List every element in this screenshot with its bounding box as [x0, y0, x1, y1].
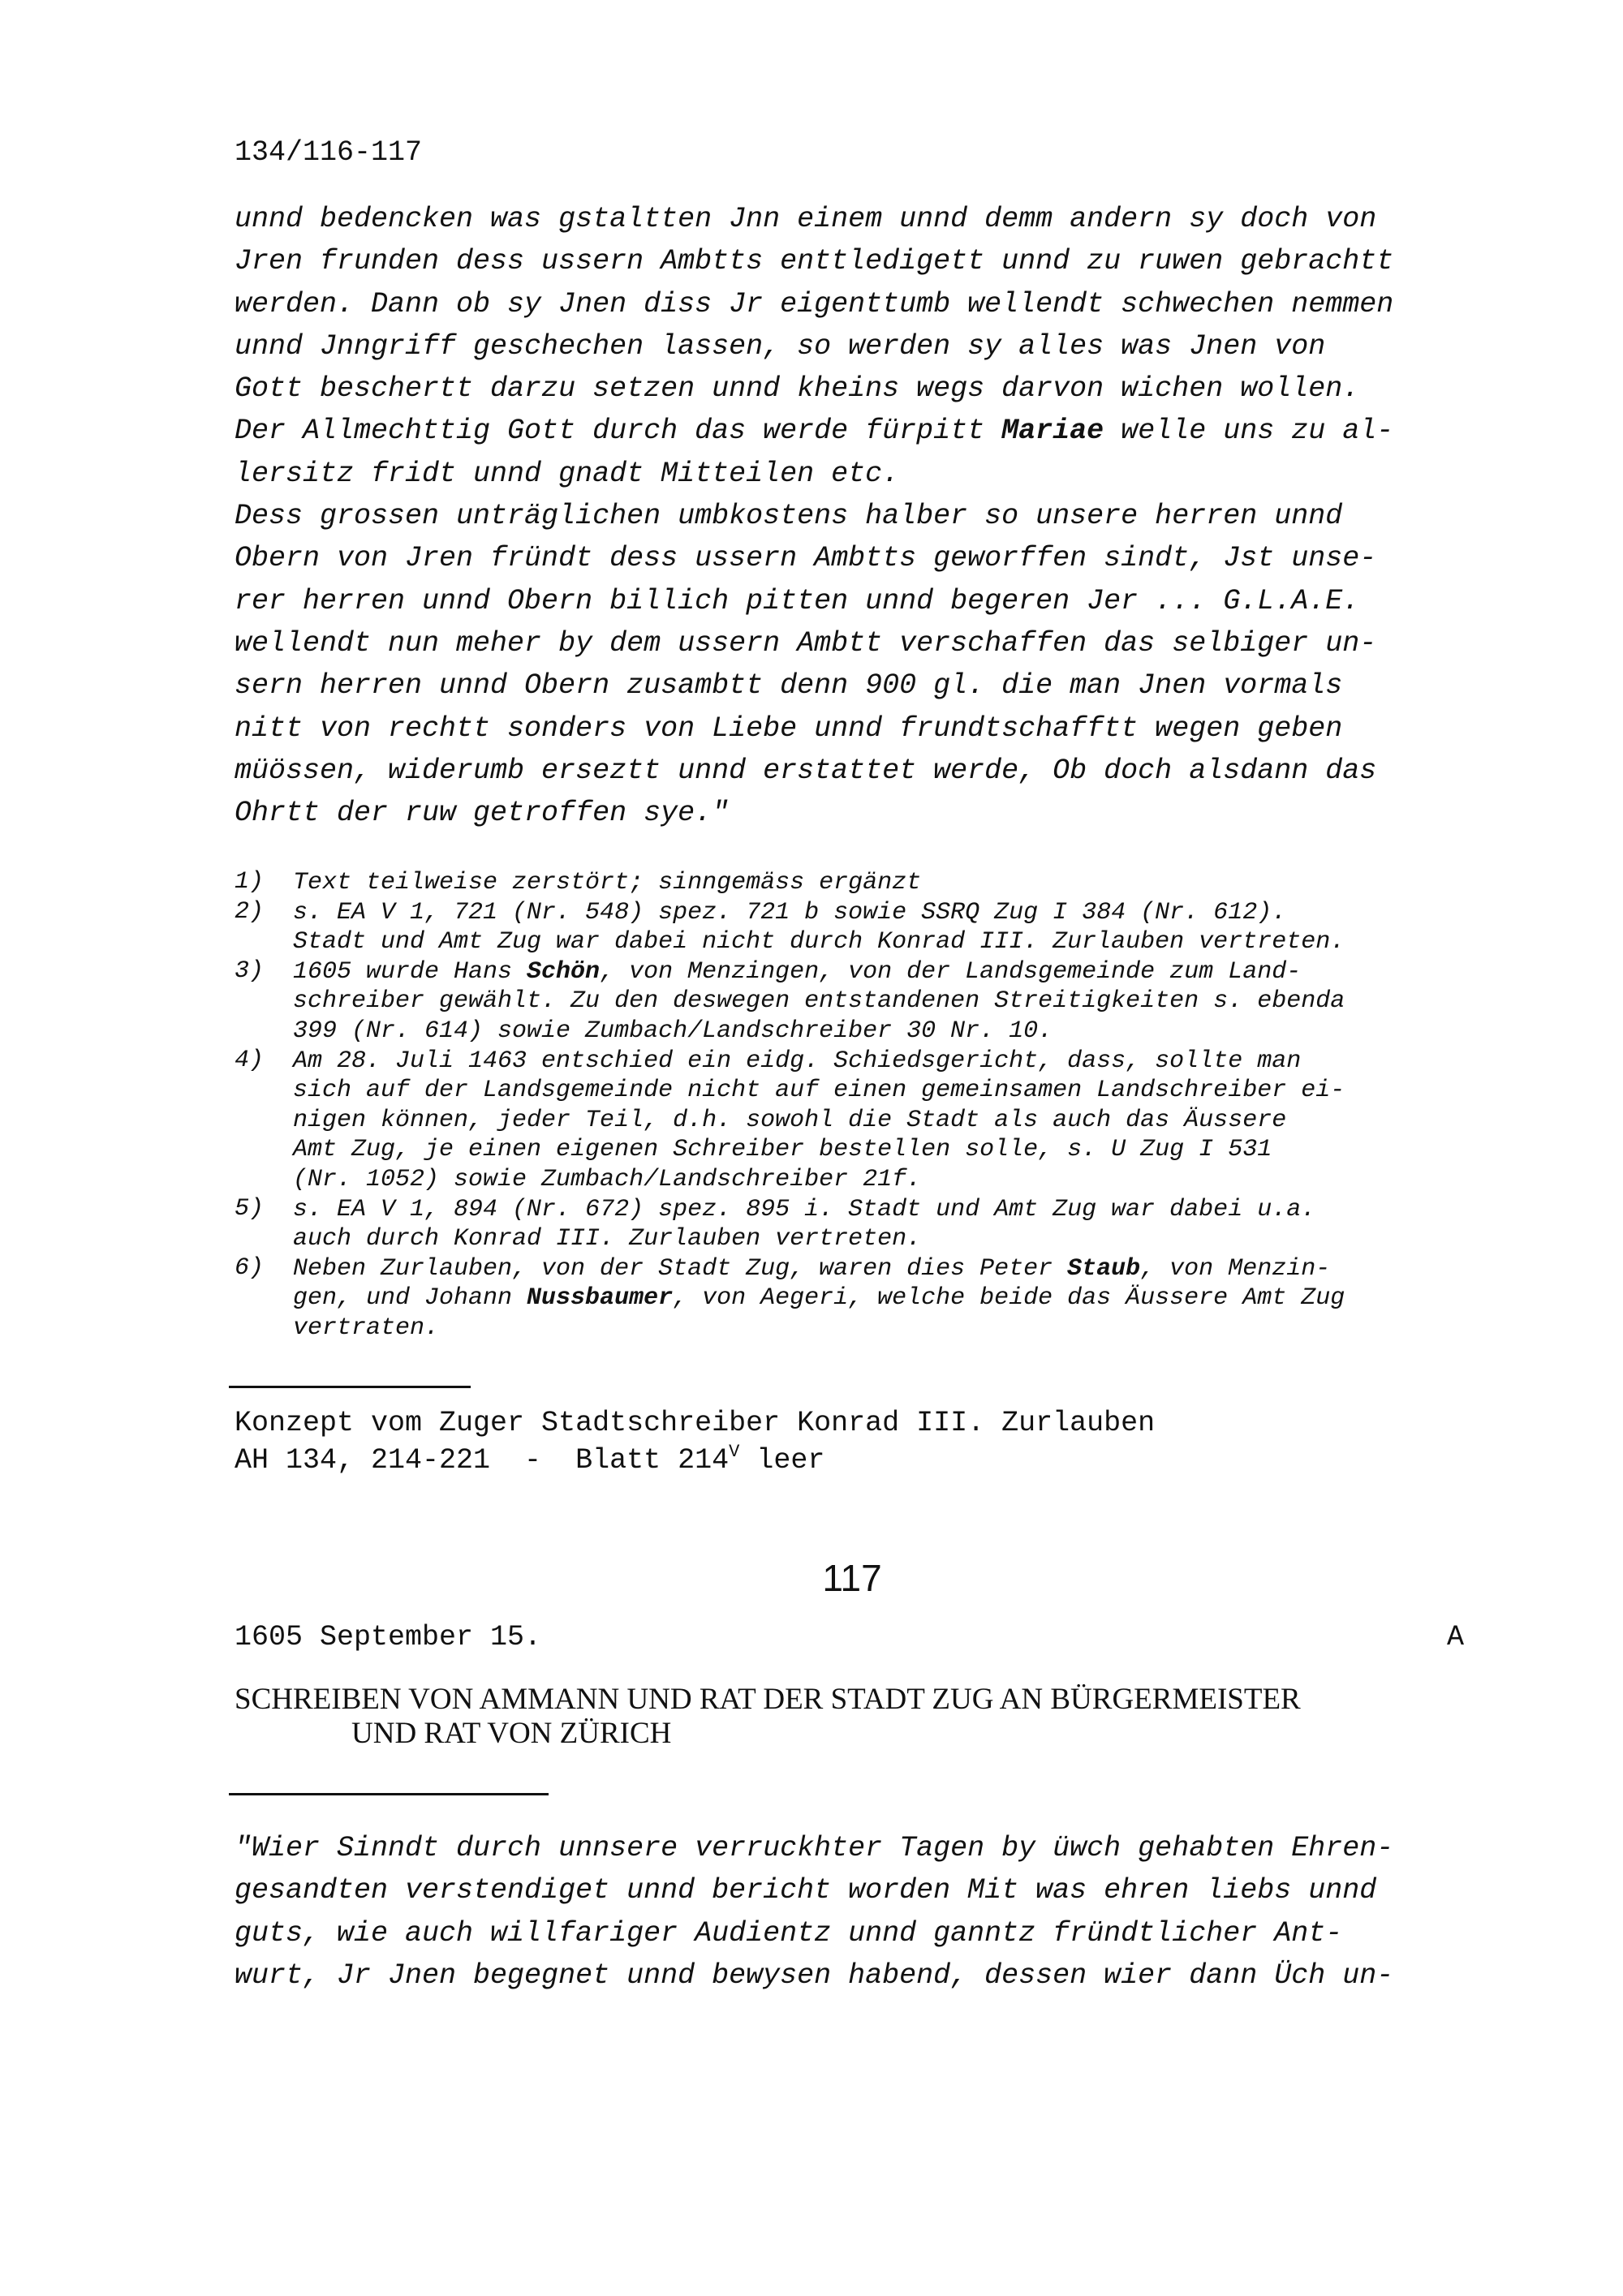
- bold-name: Staub: [1067, 1254, 1141, 1283]
- footnote-line: s. EA V 1, 721 (Nr. 548) spez. 721 b sowie SSRQ Zug I 384 (Nr. 612).: [293, 898, 1287, 927]
- footnote-line: Text teilweise zerstört; sinngemäss ergänzt: [293, 869, 922, 896]
- bold-name: Schön: [527, 957, 601, 986]
- document-number: 117: [822, 1557, 882, 1599]
- footnote-line: sich auf der Landsgemeinde nicht auf einen gemeinsamen Landschreiber ei-: [293, 1077, 1345, 1105]
- footnote-line: [293, 1254, 1492, 1284]
- footnote: [235, 898, 1492, 957]
- footnote: [235, 868, 1492, 898]
- footnotes: [235, 868, 1492, 1344]
- source-note-archive: AH 134, 214-221 - Blatt 214: [235, 1444, 730, 1477]
- text-segment: gen, und Johann: [293, 1284, 527, 1313]
- document-heading-line-1: SCHREIBEN VON AMMANN UND RAT DER STADT ZUG AN BÜRGERMEISTER: [235, 1683, 1301, 1716]
- source-note-line-2: [235, 1442, 1155, 1479]
- text-line: sern herren unnd Obern zusambtt denn 900 gl. die man Jnen vormals: [235, 669, 1343, 703]
- heading-separator-rule: [229, 1793, 549, 1795]
- text-line: müössen, widerumb erseztt unnd erstattet werde, Ob doch alsdann das: [235, 754, 1377, 787]
- footnote-body: [293, 868, 1492, 898]
- footnote-line: Am 28. Juli 1463 entschied ein eidg. Schiedsgericht, dass, sollte man: [293, 1047, 1302, 1075]
- text-line: Jren frunden dess ussern Ambtts enttledigett unnd zu ruwen gebrachtt: [235, 245, 1394, 278]
- text-segment: , von Menzingen, von der Landsgemeinde zum Land-: [600, 957, 1302, 986]
- source-note-line-1: Konzept vom Zuger Stadtschreiber Konrad III. Zurlauben: [235, 1407, 1156, 1439]
- text-line: lersitz fridt unnd gnadt Mitteilen etc.: [235, 457, 900, 490]
- document-heading-line-2: UND RAT VON ZÜRICH: [351, 1717, 672, 1750]
- footnote-line: (Nr. 1052) sowie Zumbach/Landschreiber 21f.: [293, 1165, 922, 1193]
- text-segment: Der Allmechttig Gott durch das werde fürpitt: [235, 415, 1002, 448]
- text-line: rer herren unnd Obern billich pitten unnd begeren Jer ... G.L.A.E.: [235, 584, 1360, 617]
- text-segment: , von Aegeri, welche beide das Äussere Amt Zug: [673, 1284, 1345, 1313]
- text-line: Gott beschertt darzu setzen unnd kheins wegs darvon wichen wollen.: [235, 372, 1360, 406]
- text-line: Dess grossen unträglichen umbkostens halber so unsere herren unnd: [235, 500, 1343, 533]
- footnote-line: 399 (Nr. 614) sowie Zumbach/Landschreiber 30 Nr. 10.: [293, 1017, 1053, 1045]
- footnote-line: Stadt und Amt Zug war dabei nicht durch Konrad III. Zurlauben vertreten.: [293, 928, 1345, 957]
- footnote-line: [293, 957, 1492, 987]
- footnote-body: [293, 1047, 1492, 1195]
- footnote-line: schreiber gewählt. Zu den deswegen entstandenen Streitigkeiten s. ebenda: [293, 987, 1345, 1016]
- footnote-number: 2): [235, 897, 265, 926]
- footnote: [235, 957, 1492, 1047]
- text-line: [235, 410, 1484, 452]
- source-note-blank: leer: [739, 1444, 825, 1477]
- page-reference: 134/116-117: [235, 136, 423, 169]
- footnote-line: vertraten.: [293, 1314, 440, 1342]
- text-line: werden. Dann ob sy Jnen diss Jr eigenttumb wellendt schwechen nemmen: [235, 287, 1394, 320]
- text-line: guts, wie auch willfariger Audientz unnd ganntz fründtlicher Ant-: [235, 1916, 1343, 1950]
- text-line: unnd Jnngriff geschechen lassen, so werden sy alles was Jnen von: [235, 329, 1326, 363]
- footnote-body: [293, 957, 1492, 1047]
- footnote-body: [293, 1195, 1492, 1254]
- footnote: [235, 1047, 1492, 1195]
- text-line: wellendt nun meher by dem ussern Ambtt verschaffen das selbiger un-: [235, 626, 1377, 660]
- footnote-line: [293, 1283, 1492, 1314]
- bold-name: Nussbaumer: [527, 1284, 674, 1313]
- footnote-number: 5): [235, 1194, 265, 1223]
- text-line: "Wier Sinndt durch unnsere verruckhter Tagen by üwch gehabten Ehren-: [235, 1832, 1394, 1864]
- footnote-number: 1): [235, 868, 265, 896]
- text-line: Ohrtt der ruw getroffen sye.": [235, 797, 730, 830]
- footnote-body: [293, 898, 1492, 957]
- text-line: Obern von Jren fründt dess ussern Ambtts geworffen sindt, Jst unse-: [235, 542, 1377, 575]
- footnote-number: 6): [235, 1253, 265, 1282]
- footnote-line: s. EA V 1, 894 (Nr. 672) spez. 895 i. Stadt und Amt Zug war dabei u.a.: [293, 1195, 1316, 1223]
- footnote-line: auch durch Konrad III. Zurlauben vertreten.: [293, 1225, 922, 1253]
- text-line: gesandten verstendiget unnd bericht worden Mit was ehren liebs unnd: [235, 1874, 1377, 1907]
- document-text: [235, 1827, 1484, 1997]
- text-line: wurt, Jr Jnen begegnet unnd bewysen habend, dessen wier dann Üch un-: [235, 1958, 1394, 1992]
- document-heading: [235, 1683, 1301, 1751]
- footnote: [235, 1254, 1492, 1344]
- previous-document-text: [235, 198, 1484, 834]
- footnote-line: Amt Zug, je einen eigenen Schreiber bestellen solle, s. U Zug I 531: [293, 1136, 1272, 1164]
- text-line: unnd bedencken was gstaltten Jnn einem unnd demm andern sy doch von: [235, 203, 1377, 235]
- text-segment: , von Menzin-: [1140, 1254, 1331, 1283]
- bold-name: Mariae: [1001, 415, 1104, 448]
- source-separator-rule: [229, 1386, 471, 1388]
- footnote: [235, 1195, 1492, 1254]
- text-segment: 1605 wurde Hans: [293, 957, 527, 986]
- document-letter: A: [1447, 1621, 1465, 1653]
- footnote-body: [293, 1254, 1492, 1344]
- text-segment: welle uns zu al-: [1104, 415, 1394, 448]
- text-line: nitt von rechtt sonders von Liebe unnd frundtschafftt wegen geben: [235, 712, 1343, 745]
- source-note-verso: V: [729, 1442, 740, 1462]
- source-note: [235, 1404, 1155, 1479]
- footnote-line: nigen können, jeder Teil, d.h. sowohl die Stadt als auch das Äussere: [293, 1106, 1287, 1134]
- footnote-number: 3): [235, 957, 265, 985]
- text-segment: Neben Zurlauben, von der Stadt Zug, waren dies Peter: [293, 1254, 1068, 1283]
- footnote-number: 4): [235, 1046, 265, 1074]
- document-date: 1605 September 15.: [235, 1621, 542, 1653]
